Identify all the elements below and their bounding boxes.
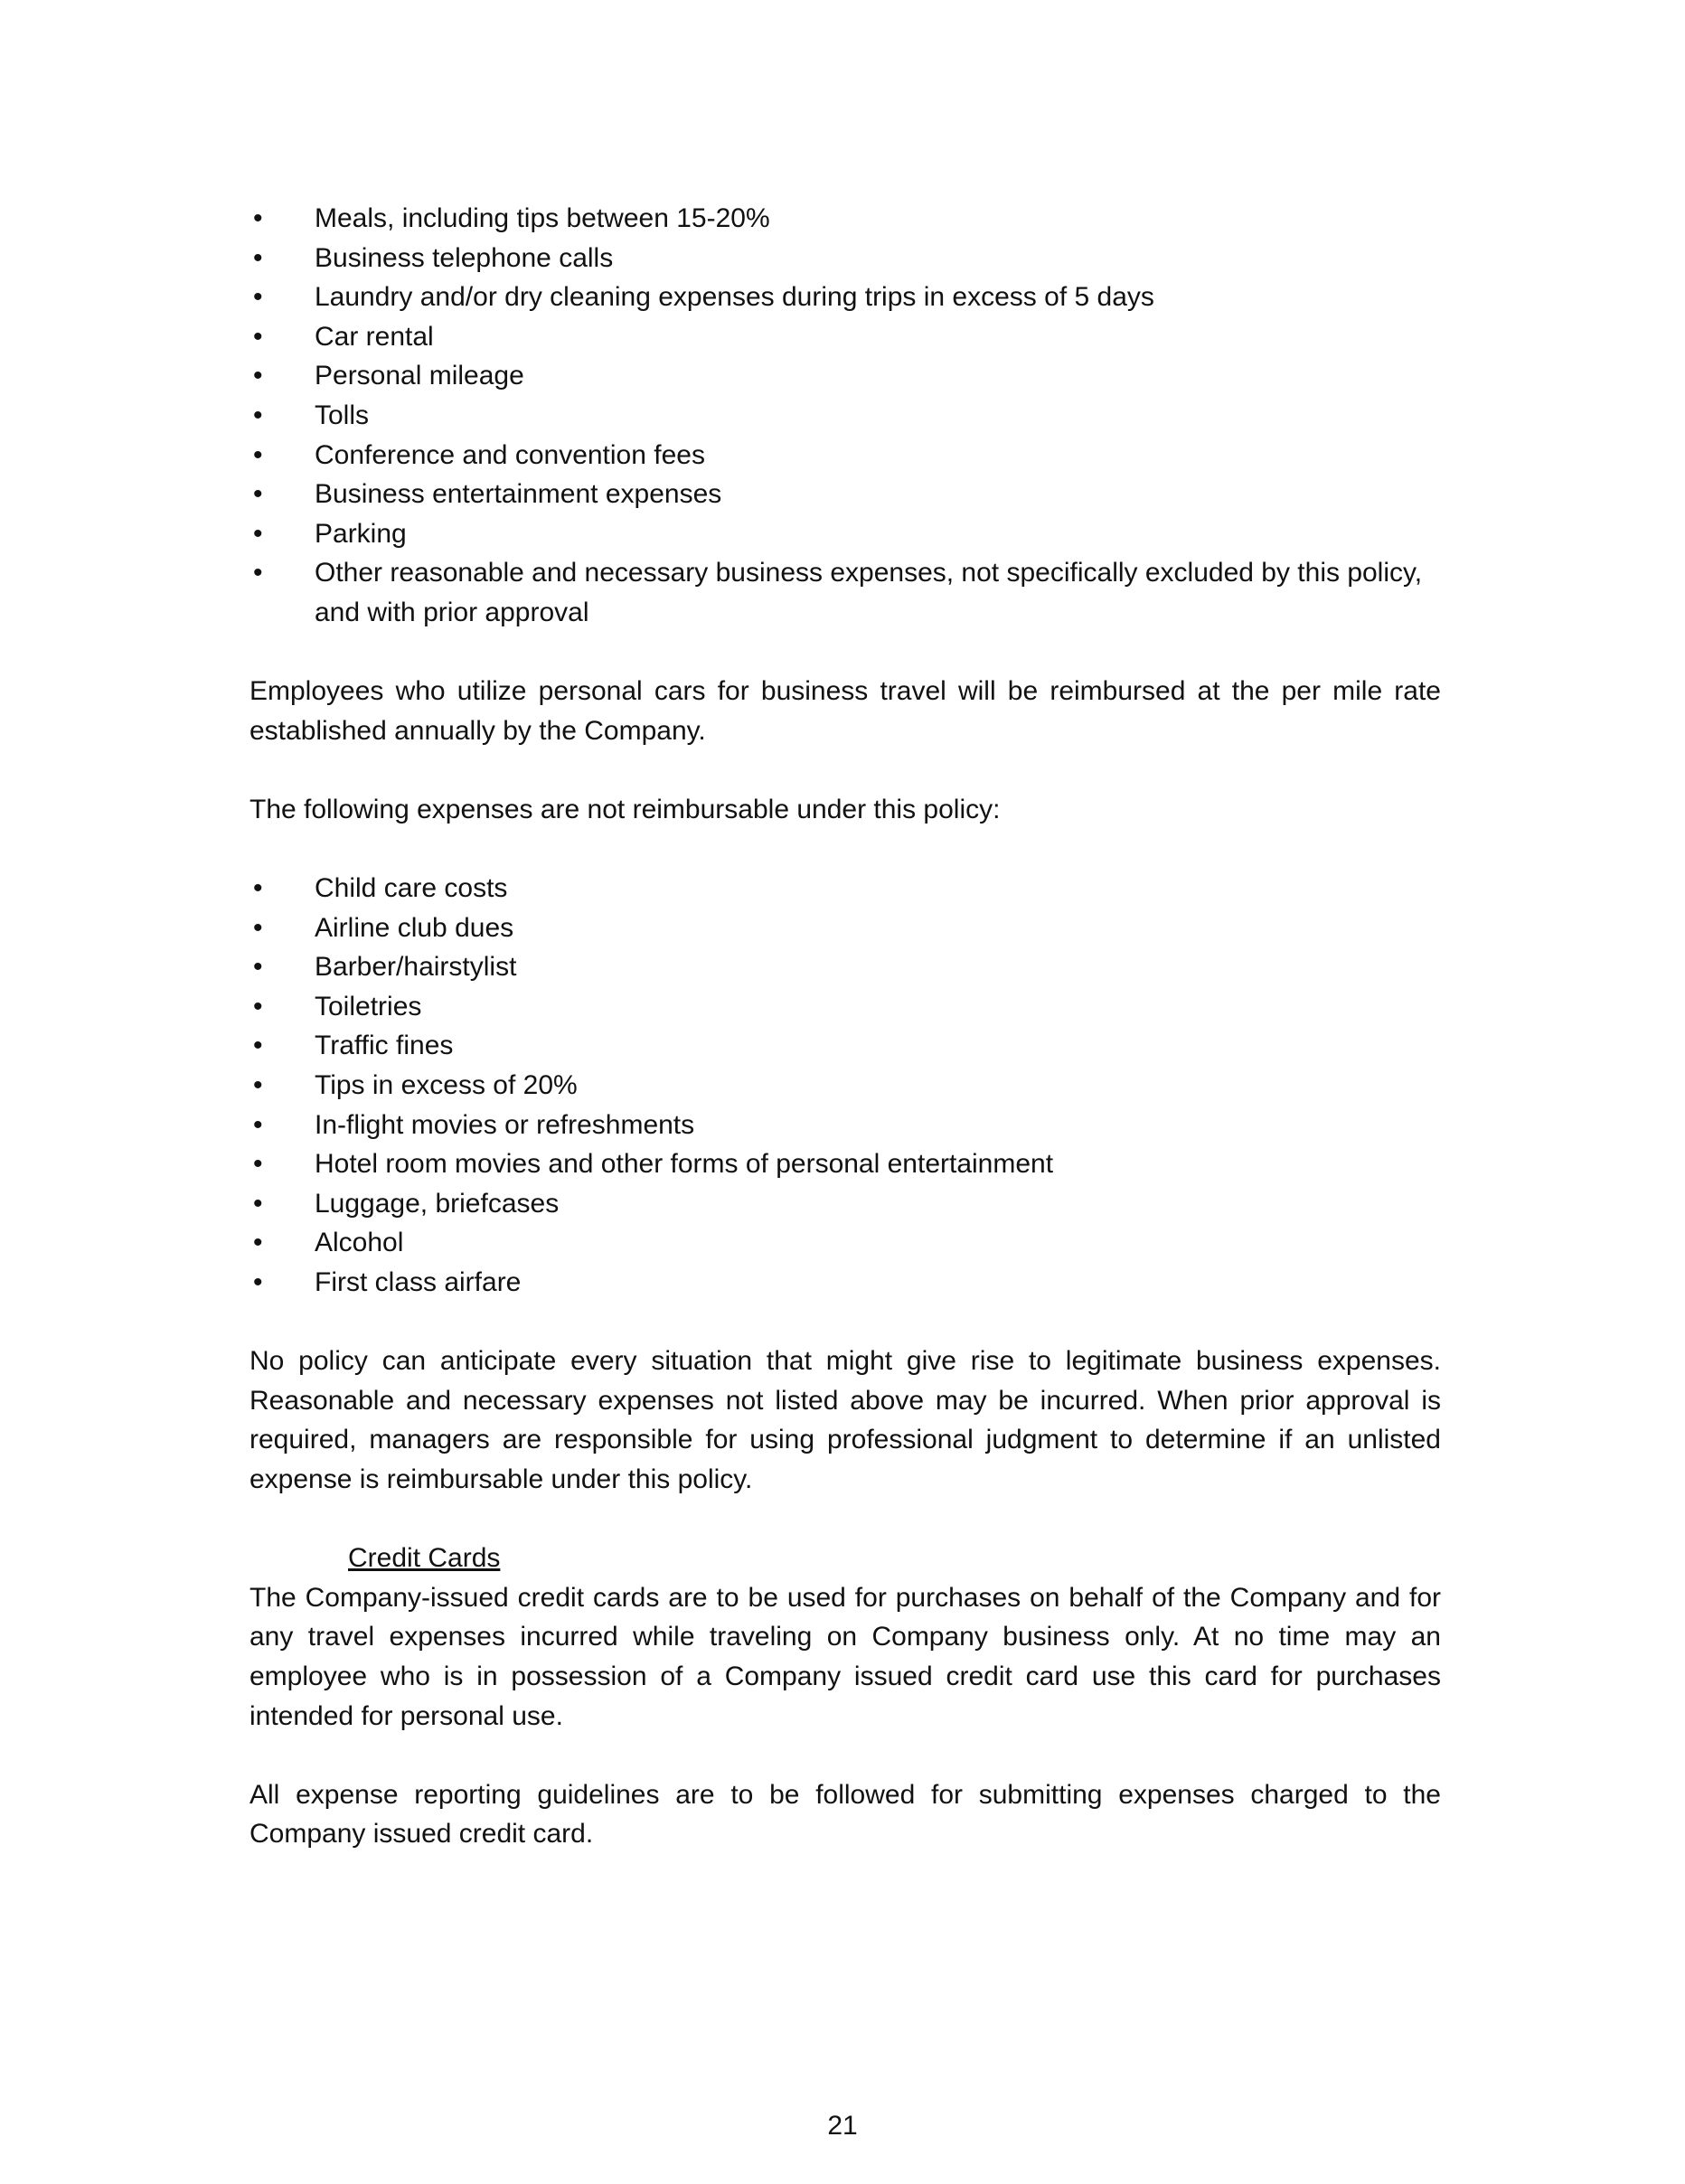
bullet-icon: •	[253, 1267, 263, 1298]
list-item	[249, 1026, 1441, 1066]
bullet-icon: •	[253, 1228, 263, 1258]
list-item	[249, 1106, 1441, 1145]
list-item	[249, 475, 1441, 514]
mileage-paragraph: Employees who utilize personal cars for business travel will be reimbursed at the per mile rate established annually by the Company.	[249, 676, 1441, 746]
list-item	[249, 1184, 1441, 1224]
bullet-icon: •	[253, 203, 263, 233]
list-item-text: Barber/hairstylist	[315, 952, 517, 983]
list-item-text: Business telephone calls	[315, 242, 614, 273]
bullet-icon: •	[253, 952, 263, 983]
list-item	[249, 317, 1441, 357]
list-item-text: Alcohol	[315, 1228, 404, 1258]
list-item	[249, 869, 1441, 908]
list-item	[249, 1223, 1441, 1263]
reimbursable-expenses-list	[249, 199, 1441, 633]
list-item-text: Other reasonable and necessary business expenses, not specifically excluded by this policy, and with prior approval	[315, 558, 1423, 627]
page-number: 21	[827, 2111, 858, 2141]
list-item	[249, 947, 1441, 987]
list-item-text: Tips in excess of 20%	[315, 1070, 578, 1101]
list-item-text: Parking	[315, 518, 407, 549]
list-item-text: Laundry and/or dry cleaning expenses during trips in excess of 5 days	[315, 282, 1154, 313]
bullet-icon: •	[253, 991, 263, 1021]
list-item-text: In-flight movies or refreshments	[315, 1109, 695, 1140]
reporting-paragraph: All expense reporting guidelines are to be followed for submitting expenses charged to the Company issued credit card.	[249, 1779, 1441, 1850]
list-item-text: Tolls	[315, 400, 370, 430]
bullet-icon: •	[253, 873, 263, 904]
credit-cards-paragraph: The Company-issued credit cards are to be used for purchases on behalf of the Company and for any travel expenses incurred while traveling on Company business only. At no time may an employee who is in possession of a Company issued credit card use this card for purchases intended for personal use.	[249, 1582, 1441, 1731]
bullet-icon: •	[253, 518, 263, 549]
list-item	[249, 908, 1441, 948]
page-content	[249, 199, 1441, 1854]
bullet-icon: •	[253, 1031, 263, 1061]
list-item	[249, 356, 1441, 396]
list-item	[249, 987, 1441, 1027]
bullet-icon: •	[253, 1070, 263, 1101]
list-item-text: Business entertainment expenses	[315, 479, 722, 510]
list-item-text: Personal mileage	[315, 361, 524, 391]
credit-cards-heading: Credit Cards	[348, 1543, 501, 1574]
list-item	[249, 514, 1441, 554]
list-item-text: Toiletries	[315, 991, 422, 1021]
bullet-icon: •	[253, 558, 263, 588]
bullet-icon: •	[253, 282, 263, 313]
bullet-icon: •	[253, 439, 263, 470]
list-item	[249, 199, 1441, 239]
list-item	[249, 553, 1441, 632]
list-item	[249, 396, 1441, 436]
list-item-text: First class airfare	[315, 1267, 522, 1298]
list-item	[249, 1263, 1441, 1303]
list-item-text: Airline club dues	[315, 912, 514, 943]
list-item	[249, 239, 1441, 278]
bullet-icon: •	[253, 242, 263, 273]
list-item-text: Meals, including tips between 15-20%	[315, 203, 770, 233]
list-item-text: Luggage, briefcases	[315, 1188, 560, 1219]
list-item	[249, 1144, 1441, 1184]
list-item-text: Hotel room movies and other forms of personal entertainment	[315, 1149, 1054, 1180]
not-reimbursable-intro: The following expenses are not reimbursable under this policy:	[249, 794, 1001, 824]
bullet-icon: •	[253, 400, 263, 430]
bullet-icon: •	[253, 1188, 263, 1219]
judgment-paragraph: No policy can anticipate every situation that might give rise to legitimate business expenses. Reasonable and necessary expenses not listed above may be incurred. When prior approval is required, managers are responsible for using professional judgment to determine if an unlisted expense is reimbursable under this policy.	[249, 1346, 1441, 1494]
non-reimbursable-expenses-list	[249, 869, 1441, 1303]
bullet-icon: •	[253, 1109, 263, 1140]
list-item	[249, 1066, 1441, 1106]
bullet-icon: •	[253, 361, 263, 391]
bullet-icon: •	[253, 912, 263, 943]
bullet-icon: •	[253, 479, 263, 510]
list-item	[249, 278, 1441, 317]
bullet-icon: •	[253, 1149, 263, 1180]
list-item	[249, 436, 1441, 475]
list-item-text: Car rental	[315, 321, 434, 352]
list-item-text: Conference and convention fees	[315, 439, 705, 470]
list-item-text: Child care costs	[315, 873, 508, 904]
list-item-text: Traffic fines	[315, 1031, 454, 1061]
bullet-icon: •	[253, 321, 263, 352]
